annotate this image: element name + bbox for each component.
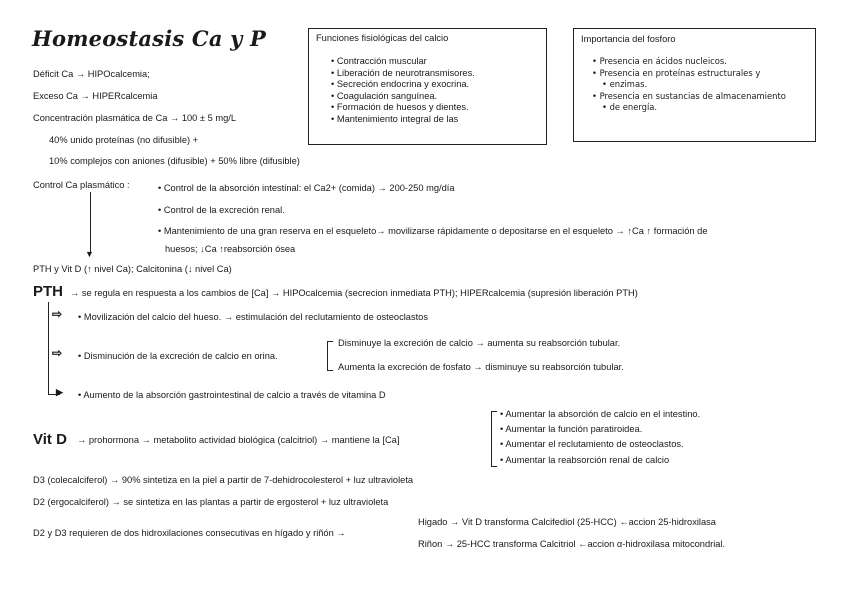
control-item-1: • Control de la absorción intestinal: el Ca2+ (comida) → 200-250 mg/día [158, 183, 455, 193]
control-item-3: • Mantenimiento de una gran reserva en el esqueleto→ movilizarse rápidamente o depositarse en el esqueleto → ↑Ca ↑ formación de [158, 226, 708, 236]
control-label: Control Ca plasmático : [33, 180, 130, 190]
pth-effect-2: • Disminución de la excreción de calcio en orina. [78, 351, 278, 361]
exceso-line: Exceso Ca → HIPERcalcemia [33, 91, 158, 101]
list-item: • Secreción endocrina y exocrina. [331, 79, 475, 91]
control-arrow-line [90, 192, 91, 254]
list-item: • Presencia en proteínas estructurales y [592, 68, 786, 80]
arrow-right-icon: ⇨ [52, 346, 63, 360]
rinon-line: Riñon → 25-HCC transforma Calcitriol ←accion α-hidroxilasa mitocondrial. [418, 539, 726, 549]
control-item-2: • Control de la excreción renal. [158, 205, 285, 215]
vitd-label: Vit D [33, 431, 67, 448]
d3-line: D3 (colecalciferol) → 90% sintetiza en la piel a partir de 7-dehidrocolesterol + luz ultravioleta [33, 475, 414, 485]
list-item: • Mantenimiento integral de las [331, 114, 475, 126]
arrow-right-icon: ▶ [56, 387, 63, 397]
pth-text: → se regula en respuesta a los cambios de [Ca] → HIPOcalcemia (secrecion inmediata PTH); HIPERcalcemia (supresión liberación PTH) [70, 288, 638, 298]
vitd-item-4: • Aumentar la reabsorción renal de calcio [500, 455, 670, 465]
pth-effect-1: • Movilización del calcio del hueso. → estimulación del reclutamiento de osteoclastos [78, 312, 428, 322]
pth-label: PTH [33, 283, 63, 300]
phosphorus-heading: Importancia del fosforo [581, 34, 676, 44]
pth-effect-3: • Aumento de la absorción gastrointestinal de calcio a través de vitamina D [78, 390, 386, 400]
list-item: • Formación de huesos y dientes. [331, 102, 475, 114]
page-title: Homeostasis Ca y P [32, 26, 267, 51]
pth-vertical-line [48, 302, 49, 394]
higado-line: Higado → Vit D transforma Calcifediol (25-HCC) ←accion 25-hidroxilasa [418, 517, 716, 527]
list-item: • Contracción muscular [331, 56, 475, 68]
vitd-item-1: • Aumentar la absorción de calcio en el intestino. [500, 409, 701, 419]
vitd-item-3: • Aumentar el reclutamiento de osteoclastos. [500, 439, 684, 449]
list-item: • de energía. [592, 102, 786, 114]
deficit-line: Déficit Ca → HIPOcalcemia; [33, 69, 150, 79]
vitd-item-2: • Aumentar la función paratiroidea. [500, 424, 643, 434]
list-item: • enzimas. [592, 79, 786, 91]
hidroxilacion-line: D2 y D3 requieren de dos hidroxilaciones consecutivas en hígado y riñón → [33, 528, 346, 538]
d2-line: D2 (ergocalciferol) → se sintetiza en las plantas a partir de ergosterol + luz ultravioleta [33, 497, 389, 507]
arrow-down-icon: ▼ [85, 249, 94, 259]
calcium-functions-list [331, 56, 475, 126]
complejos-line: 10% complejos con aniones (difusible) + 50% libre (difusible) [49, 156, 300, 166]
phosphorus-box [573, 28, 816, 142]
control-item-3-cont: huesos; ↓Ca ↑reabsorción ósea [165, 244, 296, 254]
list-item: • Liberación de neurotransmisores. [331, 68, 475, 80]
effect-2-brace [327, 341, 333, 371]
pth-effect-2a: Disminuye la excreción de calcio → aumenta su reabsorción tubular. [338, 338, 621, 348]
pth-vitd-line: PTH y Vit D (↑ nivel Ca); Calcitonina (↓ nivel Ca) [33, 264, 232, 274]
list-item: • Coagulación sanguínea. [331, 91, 475, 103]
unido-line: 40% unido proteínas (no difusible) + [49, 135, 199, 145]
calcium-functions-heading: Funciones fisiológicas del calcio [316, 33, 449, 43]
list-item: • Presencia en sustancias de almacenamiento [592, 91, 786, 103]
vitd-brace [491, 411, 497, 467]
calcium-functions-box [308, 28, 547, 145]
arrow-right-icon: ⇨ [52, 307, 63, 321]
pth-effect-2b: Aumenta la excreción de fosfato → disminuye su reabsorción tubular. [338, 362, 624, 372]
list-item: • Presencia en ácidos nucleicos. [592, 56, 786, 68]
concentracion-line: Concentración plasmática de Ca → 100 ± 5 mg/L [33, 113, 237, 123]
phosphorus-list [592, 56, 786, 114]
vitd-text: → prohormona → metabolito actividad biológica (calcitriol) → mantiene la [Ca] [77, 435, 400, 445]
